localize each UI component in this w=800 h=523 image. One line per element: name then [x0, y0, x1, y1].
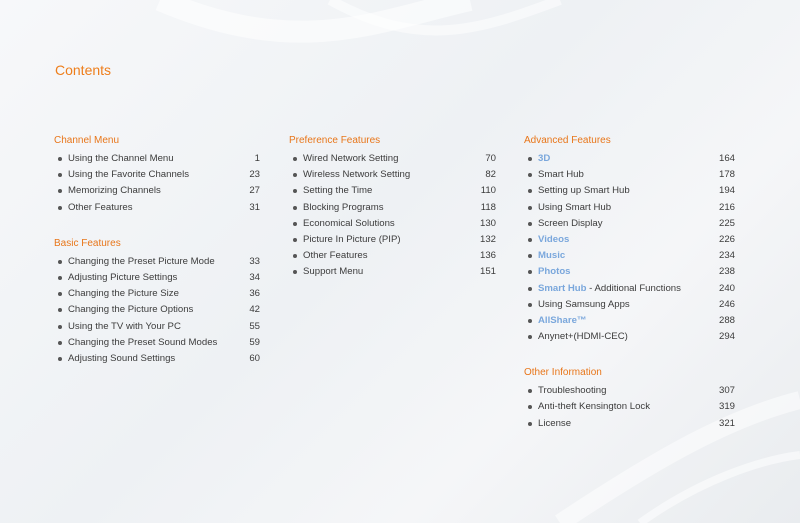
section-channel-menu [54, 135, 260, 216]
toc-item[interactable] [289, 151, 496, 167]
toc-item-page: 31 [249, 201, 260, 213]
toc-item-label: Using the Channel Menu [68, 153, 174, 164]
toc-item[interactable] [289, 167, 496, 183]
toc-item-page: 59 [249, 336, 260, 348]
toc-item-page: 60 [249, 352, 260, 364]
toc-item-label: Wired Network Setting [303, 153, 399, 164]
section-title: Channel Menu [54, 135, 120, 146]
toc-item-label: Anti-theft Kensington Lock [538, 401, 650, 413]
toc-column-2 [289, 135, 496, 303]
toc-item[interactable] [54, 200, 260, 216]
toc-item[interactable] [54, 335, 260, 351]
toc-item[interactable] [524, 232, 735, 248]
toc-item-page: 238 [718, 266, 735, 278]
toc-item[interactable] [524, 216, 735, 232]
toc-item-label: Using the Favorite Channels [68, 169, 190, 181]
toc-item[interactable] [289, 216, 496, 232]
toc-item[interactable] [54, 254, 260, 270]
toc-item[interactable] [524, 248, 735, 264]
toc-item[interactable] [524, 167, 735, 183]
section-preference-features [289, 135, 496, 281]
toc-item-page: 33 [249, 255, 260, 267]
toc-item-label: Troubleshooting [538, 385, 607, 397]
toc-item[interactable] [54, 319, 260, 335]
toc-item-label: Adjusting Picture Settings [68, 271, 178, 283]
toc-item[interactable] [289, 232, 496, 248]
toc-item-page: 70 [485, 153, 496, 164]
toc-item-label: Changing the Picture Size [68, 288, 179, 300]
toc-item[interactable] [289, 264, 496, 280]
toc-item-page: 194 [718, 185, 735, 197]
toc-item-label: Changing the Preset Picture Mode [68, 255, 215, 267]
toc-item-page: 130 [479, 217, 496, 229]
toc-item-page: 307 [718, 385, 735, 397]
toc-item-page: 240 [718, 282, 735, 294]
toc-item-page: 216 [718, 201, 735, 213]
toc-item-label: Screen Display [538, 217, 603, 229]
toc-item[interactable] [524, 399, 735, 415]
toc-item-page: 132 [479, 233, 496, 245]
toc-item-page: 110 [480, 185, 496, 197]
toc-item-label: Setting up Smart Hub [538, 185, 630, 197]
toc-item[interactable] [54, 151, 260, 167]
toc-item-page: 1 [254, 153, 260, 164]
toc-item-label: Other Features [68, 201, 133, 213]
toc-item[interactable] [524, 329, 735, 345]
toc-item-label: Music [538, 250, 566, 262]
toc-item-page: 118 [480, 201, 496, 213]
toc-item-page: 225 [718, 217, 735, 229]
toc-item[interactable] [524, 151, 735, 167]
toc-item-page: 294 [718, 331, 735, 343]
toc-item-page: 234 [718, 250, 735, 262]
toc-item[interactable] [524, 200, 735, 216]
toc-item[interactable] [524, 416, 735, 432]
toc-item-label: Support Menu [303, 266, 364, 278]
toc-item-page: 42 [249, 304, 260, 316]
page-title: Contents [55, 62, 112, 78]
toc-item-page: 164 [718, 153, 735, 164]
section-title: Preference Features [289, 135, 381, 146]
toc-item-page: 226 [718, 233, 735, 245]
section-other-information [524, 367, 735, 432]
toc-item[interactable] [289, 248, 496, 264]
toc-item-label: Smart Hub [538, 282, 587, 294]
toc-item[interactable] [54, 270, 260, 286]
toc-item-page: 82 [485, 169, 496, 181]
toc-item-page: 319 [718, 401, 735, 413]
toc-item-page: 136 [479, 250, 496, 262]
toc-item-label: License [538, 417, 572, 429]
toc-item-label: Economical Solutions [303, 217, 395, 229]
toc-item-page: 34 [249, 271, 260, 283]
section-basic-features [54, 238, 260, 367]
toc-item-page: 178 [718, 169, 735, 181]
toc-item-label: Photos [538, 266, 571, 278]
section-title: Advanced Features [524, 135, 611, 146]
toc-item-label: Anynet+(HDMI-CEC) [538, 331, 628, 343]
toc-item[interactable] [524, 383, 735, 399]
toc-item-label: Adjusting Sound Settings [68, 352, 176, 364]
toc-item-page: 23 [249, 169, 260, 181]
toc-item[interactable] [54, 183, 260, 199]
toc-item-label: Other Features [303, 250, 368, 262]
toc-column-3 [524, 135, 735, 454]
toc-item-label: Blocking Programs [303, 201, 384, 213]
toc-item-page: 246 [718, 298, 735, 310]
toc-item[interactable] [524, 297, 735, 313]
toc-item-label: Memorizing Channels [68, 185, 161, 197]
toc-item-label: Videos [538, 233, 570, 245]
toc-item-label: Using Samsung Apps [538, 298, 630, 310]
toc-item[interactable] [54, 351, 260, 367]
toc-item-page: 288 [718, 314, 735, 326]
toc-item[interactable] [524, 183, 735, 199]
toc-item[interactable] [524, 264, 735, 280]
toc-item-label: Changing the Preset Sound Modes [68, 336, 218, 348]
toc-column-1 [54, 135, 260, 389]
toc-item-label: Picture In Picture (PIP) [303, 233, 401, 245]
toc-item[interactable] [54, 167, 260, 183]
toc-item-label: Smart Hub [538, 169, 584, 181]
toc-item-label: 3D [538, 153, 551, 164]
toc-item-label: Setting the Time [303, 185, 373, 197]
section-advanced-features [524, 135, 735, 345]
section-title: Other Information [524, 367, 602, 379]
toc-item-page: 55 [249, 320, 260, 332]
toc-item-page: 27 [249, 185, 260, 197]
toc-item[interactable] [289, 183, 496, 199]
toc-item-label: Wireless Network Setting [303, 169, 411, 181]
toc-item-page: 151 [479, 266, 496, 278]
toc-item[interactable] [54, 302, 260, 318]
toc-item-label: Using Smart Hub [538, 201, 612, 213]
toc-item-label: Using the TV with Your PC [68, 320, 181, 332]
toc-item-page: 321 [718, 417, 735, 429]
toc-item[interactable] [524, 313, 735, 329]
toc-item[interactable] [289, 200, 496, 216]
toc-item-page: 36 [249, 288, 260, 300]
toc-item-label-suffix: - Additional Functions [586, 282, 681, 294]
toc-item[interactable] [54, 286, 260, 302]
section-title: Basic Features [54, 237, 121, 249]
toc-item-label: Changing the Picture Options [68, 304, 194, 316]
toc-item-label: AllShare™ [538, 314, 587, 326]
toc-item[interactable] [524, 281, 735, 297]
